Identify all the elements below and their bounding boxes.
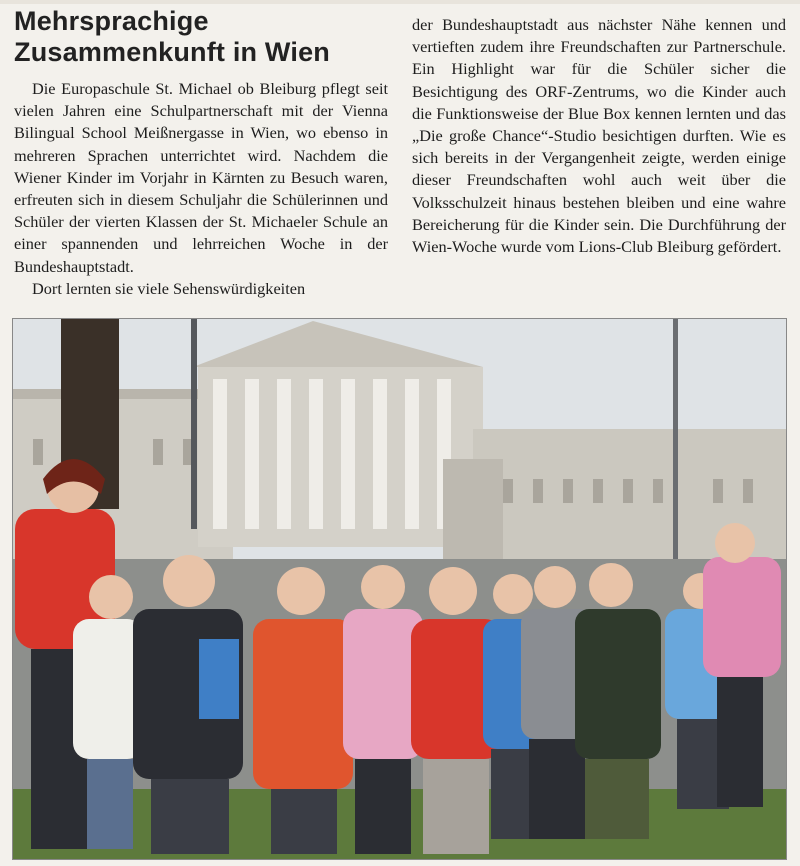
article-paragraph-2: Dort lernten sie viele Sehenswürdigkeiten xyxy=(32,278,306,298)
page-top-strip xyxy=(0,0,800,4)
fountain-statue xyxy=(443,459,503,569)
article-headline xyxy=(14,6,394,68)
person-girl-white-legs xyxy=(87,759,133,849)
person-boy-dark-shirt xyxy=(199,639,239,719)
person-girl-pink-head xyxy=(361,565,405,609)
group-photo-illustration xyxy=(13,319,786,859)
person-boy-green xyxy=(575,609,661,759)
article-column-right xyxy=(412,14,786,258)
headline-line-1: Mehrsprachige xyxy=(14,6,209,36)
person-boy-red-head xyxy=(429,567,477,615)
article-paragraph-1: Die Europaschule St. Michael ob Bleiburg pflegt seit vielen Jahren eine Schulpartnerschaft mit der Vienna Bilingual School Meißnergasse in Wien, wo ebenso in mehreren Sprachen unterrichtet wird. Nachdem die Wiener Kinder im Vorjahr in Kärnten zu Besuch waren, erfreuten sich in diesem Schuljahr die Schülerinnen und Schüler der vierten Klassen der St. Michaeler Schule an einer spannenden und lehrreichen Woche in der Bundeshauptstadt. xyxy=(14,79,388,276)
person-girl-patterned-legs xyxy=(529,739,585,839)
article-paragraph-3: der Bundeshauptstadt aus nächster Nähe kennen und vertieften zudem ihre Freundschaften zur Partnerschule. Ein Highlight war für die Schüler sicher die Besichtigung des ORF-Zentrums, wo die Kinder auch die Funktionsweise der Blue Box kennen lernten und das „Die große Chance“-Studio besichtigen durften. Wie es sich bereits in der Vergangenheit zeigte, werden einige dieser Freundschaften wohl auch weit über die Volksschulzeit hinaus bestehen bleiben und eine wahre Bereicherung für die Kinder sein. Die Durchführung der Wien-Woche wurde vom Lions-Club Bleiburg gefördert. xyxy=(412,15,786,257)
person-girl-pink-legs xyxy=(355,759,411,854)
group-photo xyxy=(12,318,787,860)
person-boy-red-legs xyxy=(423,759,489,854)
person-boy-orange-legs xyxy=(271,789,337,854)
person-girl-patterned-head xyxy=(534,566,576,608)
person-teacher-right-legs xyxy=(717,677,763,807)
article-column-left xyxy=(14,78,388,300)
headline-line-2: Zusammenkunft in Wien xyxy=(14,37,330,67)
person-boy-green-legs xyxy=(585,759,649,839)
person-teacher-right xyxy=(703,557,781,677)
person-boy-green-head xyxy=(589,563,633,607)
person-boy-dark-legs xyxy=(151,779,229,854)
person-girl-white-head xyxy=(89,575,133,619)
lamp-post-left xyxy=(191,319,197,529)
person-boy-orange-head xyxy=(277,567,325,615)
person-boy-orange xyxy=(253,619,353,789)
person-girl-white xyxy=(73,619,143,759)
person-teacher-right-head xyxy=(715,523,755,563)
person-boy-blue-head xyxy=(493,574,533,614)
lamp-post-right xyxy=(673,319,678,569)
person-boy-dark-head xyxy=(163,555,215,607)
